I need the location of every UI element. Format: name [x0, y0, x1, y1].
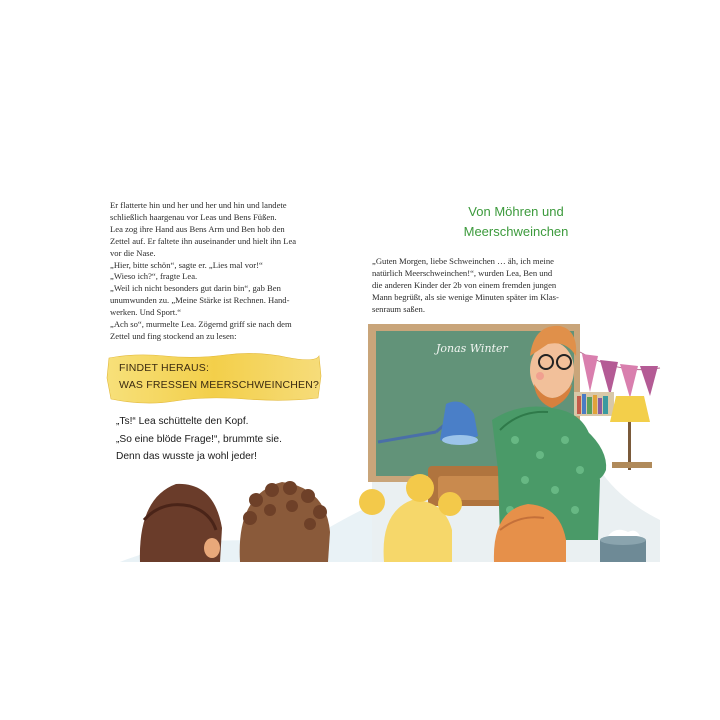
note-line-1: FINDET HERAUS:: [119, 362, 210, 374]
dialogue-line: Denn das wusste ja wohl jeder!: [116, 451, 258, 462]
bunting: [580, 352, 660, 398]
text-line: „Hier, bitte schön“, sagte er. „Lies mal vor!“: [110, 259, 263, 270]
text-line: Er flatterte hin und her und her und hin und landete: [110, 200, 287, 210]
text-line: „Weil ich nicht besonders gut darin bin“, gab Ben: [110, 283, 281, 294]
text-line: werken. Und Sport.“: [110, 307, 182, 318]
text-line: Zettel und fing stockend an zu lesen:: [110, 330, 237, 341]
child-head-curly: [240, 481, 330, 562]
text-line: Zettel auf. Er faltete ihn auseinander und hielt ihn Lea: [110, 235, 297, 246]
text-line: die anderen Kinder der 2b von einem fremden jungen: [372, 279, 557, 290]
floor-lamp: [610, 396, 652, 470]
chapter-title-line-2: Meerschweinchen: [463, 224, 569, 239]
text-line: senraum saßen.: [372, 303, 425, 314]
bookshelf: [574, 392, 614, 416]
text-line: Mann begrüßt, als sie wenige Minuten später im Klas-: [372, 291, 559, 302]
text-line: „Ach so“, murmelte Lea. Zögernd griff sie nach dem: [110, 319, 292, 330]
text-line: „Guten Morgen, liebe Schweinchen … äh, ich meine: [372, 256, 554, 266]
blackboard-signature: Jonas Winter: [436, 342, 508, 355]
chapter-title-line-1: Von Möhren und: [468, 204, 564, 219]
text-line: vor die Nase.: [110, 247, 156, 258]
child-head-dark: [140, 484, 222, 562]
text-line: Lea zog ihre Hand aus Bens Arm und Ben hob den: [110, 223, 285, 234]
text-line: schließlich haargenau vor Leas und Bens Füßen.: [110, 211, 277, 222]
text-line: unumwunden zu. „Meine Stärke ist Rechnen. Hand-: [110, 295, 290, 306]
text-line: „Wieso ich?“, fragte Lea.: [110, 271, 198, 282]
text-line: natürlich Meerschweinchen!“, wurden Lea, Ben und: [372, 267, 553, 278]
dialogue-line: „So eine blöde Frage!“, brummte sie.: [116, 433, 282, 445]
dialogue-line: „Ts!“ Lea schüttelte den Kopf.: [116, 416, 249, 427]
note-line-2: WAS FRESSEN MEERSCHWEINCHEN?: [119, 379, 320, 391]
